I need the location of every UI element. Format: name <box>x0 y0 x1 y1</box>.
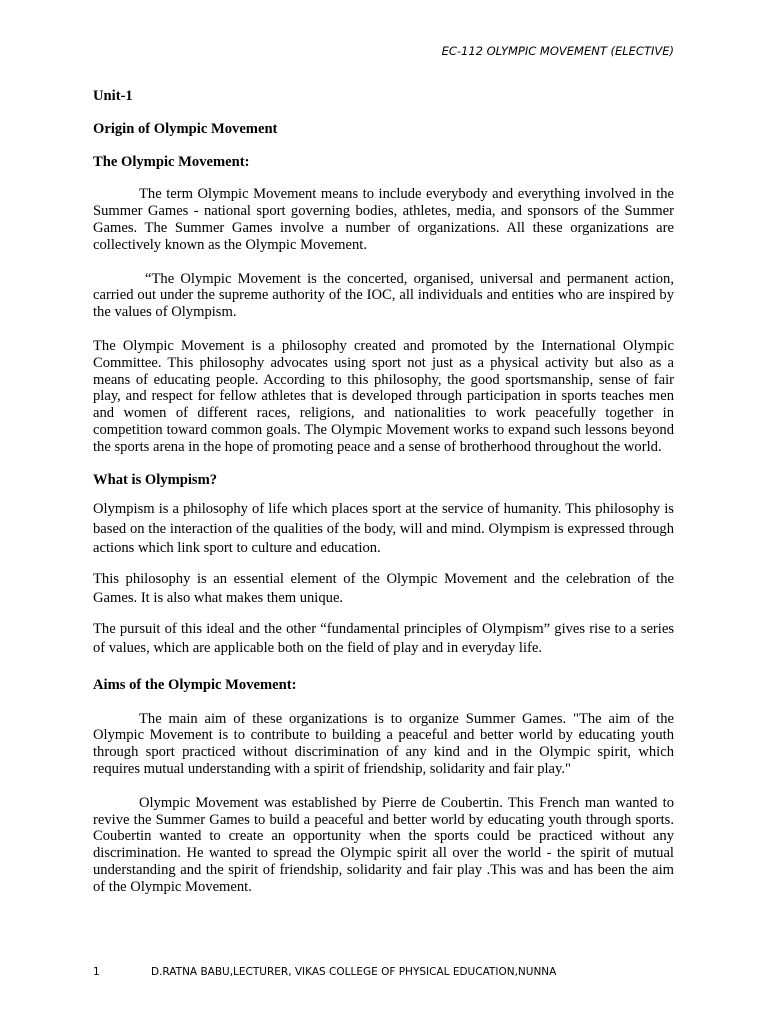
coubertin-paragraph: Olympic Movement was established by Pierre de Coubertin. This French man wanted to revive the Summer Games to build a peaceful and better world by educating youth through sports. Coubertin wanted to create an opportunity when the sports could be practiced without any discrimination. He wanted to spread the Olympic spirit all over the world - the spirit of mutual understanding and the spirit of friendship, solidarity and fair play .This was and has been the aim of the Olympic Movement. <box>93 794 674 895</box>
origin-heading: Origin of Olympic Movement <box>93 120 278 137</box>
footer-author-line: D.RATNA BABU,LECTURER, VIKAS COLLEGE OF PHYSICAL EDUCATION,NUNNA <box>151 966 557 978</box>
olympism-paragraph: Olympism is a philosophy of life which places sport at the service of humanity. This philosophy is based on the interaction of the qualities of the body, will and mind. Olympism is expressed through actions which link sport to culture and education. <box>93 501 674 557</box>
essential-paragraph: This philosophy is an essential element of the Olympic Movement and the celebration of the Games. It is also what makes them unique. <box>93 570 674 607</box>
intro-paragraph: The term Olympic Movement means to include everybody and everything involved in the Summer Games - national sport governing bodies, athletes, media, and sponsors of the Summer Games. The Summer Games involve a number of organizations. All these organizations are collectively known as the Olympic Movement. <box>93 186 674 253</box>
quote-paragraph: “The Olympic Movement is the concerted, organised, universal and permanent action, carried out under the supreme authority of the IOC, all individuals and entities who are inspired by the values of Olympism. <box>93 270 674 321</box>
page-number: 1 <box>93 966 100 978</box>
running-header: EC-112 OLYMPIC MOVEMENT (ELECTIVE) <box>441 44 674 58</box>
page-footer <box>93 966 556 978</box>
olympic-movement-heading: The Olympic Movement: <box>93 153 250 170</box>
philosophy-paragraph: The Olympic Movement is a philosophy created and promoted by the International Olympic Committee. This philosophy advocates using sport not just as a physical activity but also as a means of educating people. According to this philosophy, the good sportsmanship, sense of fair play, and respect for fellow athletes that is developed through participation in sports teaches men and women of different races, religions, and nationalities to work peacefully together in competition toward common goals. The Olympic Movement works to expand such lessons beyond the sports arena in the hope of promoting peace and a sense of brotherhood throughout the world. <box>93 337 674 455</box>
aim-paragraph: The main aim of these organizations is to organize Summer Games. "The aim of the Olympic Movement is to contribute to building a peaceful and better world by educating youth through sport practiced without discrimination of any kind and in the Olympic spirit, which requires mutual understanding with a spirit of friendship, solidarity and fair play." <box>93 710 674 778</box>
unit-heading: Unit-1 <box>93 88 133 104</box>
document-body <box>93 88 674 896</box>
aims-heading: Aims of the Olympic Movement: <box>93 676 297 693</box>
olympism-heading: What is Olympism? <box>93 471 218 488</box>
pursuit-paragraph: The pursuit of this ideal and the other “fundamental principles of Olympism” gives rise to a series of values, which are applicable both on the field of play and in everyday life. <box>93 620 674 657</box>
